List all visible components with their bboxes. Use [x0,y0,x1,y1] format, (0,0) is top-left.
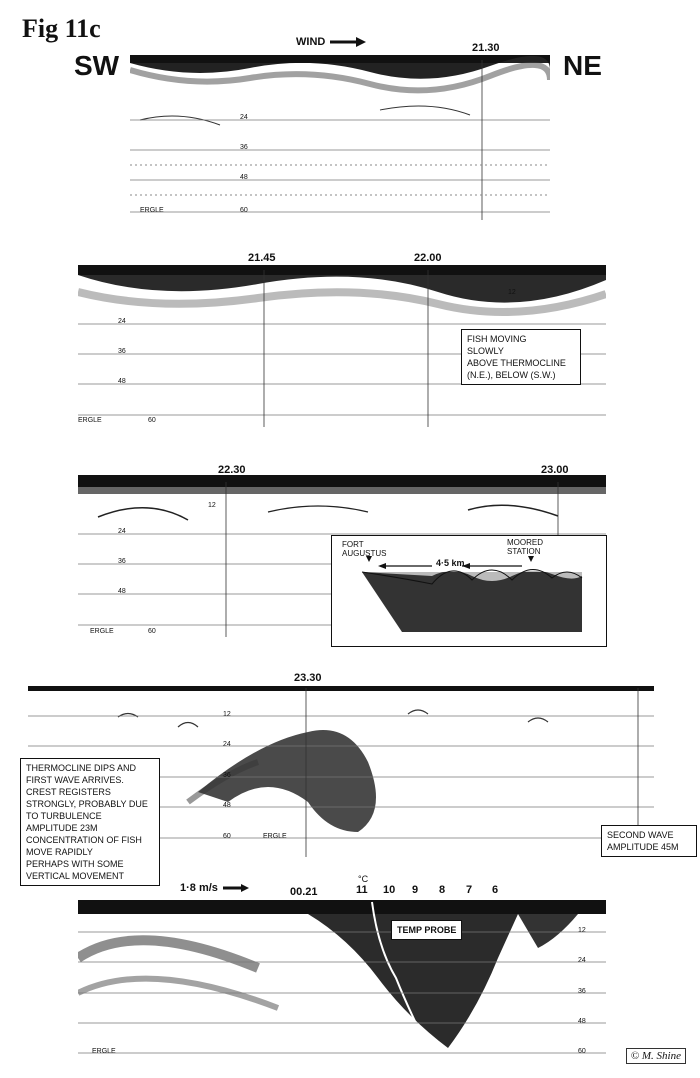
depth-label: 60 [223,833,231,840]
echogram-panel-5 [78,898,606,1058]
temp-value: 10 [383,884,396,896]
depth-label: 36 [118,348,126,355]
depth-label: 48 [240,174,248,181]
depth-label: 48 [578,1018,586,1025]
depth-label: 12 [208,502,216,509]
speed-arrow-icon [221,883,251,893]
time-label: 23.30 [294,672,322,684]
depth-label: 24 [240,114,248,121]
temp-value: 8 [439,884,446,896]
depth-label: 48 [223,802,231,809]
thermocline-note: THERMOCLINE DIPS AND FIRST WAVE ARRIVES. CREST REGISTERS STRONGLY, PROBABLY DUE TO TURBULENCE AMPLITUDE 23M CONCENTRATION OF FISH MOVE RAPIDLY PERHAPS WITH SOME VERTICAL MOVEMENT [20,758,160,886]
scale-label: ERGLE [92,1048,116,1055]
depth-label: 12 [508,289,516,296]
depth-label: 48 [118,378,126,385]
time-label: 21.30 [472,42,500,54]
distance-label: 4·5 km [436,558,465,568]
internal-wave-inset [331,535,607,647]
note-line: FISH MOVING [467,334,527,344]
scale-label: ERGLE [78,417,102,424]
fish-moving-note [461,329,581,385]
note-line: (N.E.), BELOW (S.W.) [467,370,556,380]
depth-label: 24 [578,957,586,964]
depth-label: 60 [148,417,156,424]
temp-probe-label: TEMP PROBE [391,920,462,940]
temp-value: 6 [492,884,499,896]
moored-station-label: MOORED STATION [507,538,543,556]
temp-value: 11 [356,884,368,896]
direction-ne: NE [563,50,602,81]
time-label: 23.00 [541,464,569,476]
temp-value: 9 [412,884,419,896]
note-line: ABOVE THERMOCLINE [467,358,566,368]
depth-label: 36 [578,988,586,995]
echogram-5-graphic [78,898,606,1058]
depth-label: 60 [240,207,248,214]
scale-label: ERGLE [90,628,114,635]
depth-label: 24 [223,741,231,748]
time-label: 22.30 [218,464,246,476]
figure-title: Fig 11c [22,14,101,43]
depth-label: 60 [578,1048,586,1055]
fort-augustus-label: FORT AUGUSTUS [342,540,387,558]
time-label: 00.21 [290,886,318,898]
depth-label: 36 [223,772,231,779]
time-label: 22.00 [414,252,442,264]
wind-arrow-icon [328,36,368,48]
depth-label: 36 [118,558,126,565]
depth-label: 36 [240,144,248,151]
depth-label: 12 [223,711,231,718]
wind-label: WIND [296,36,368,48]
time-label: 21.45 [248,252,276,264]
depth-label: 60 [148,628,156,635]
temp-value: 7 [466,884,473,896]
note-line: SLOWLY [467,346,504,356]
depth-label: 48 [118,588,126,595]
temperature-unit: °C [358,874,369,884]
echogram-panel-2 [78,252,606,427]
second-wave-note: SECOND WAVE AMPLITUDE 45M [601,825,697,857]
scale-label: ERGLE [140,207,164,214]
depth-label: 24 [118,528,126,535]
speed-label: 1·8 m/s [180,882,251,894]
depth-label: 12 [578,927,586,934]
echogram-1-graphic [130,50,550,220]
photo-credit: © M. Shine [626,1048,686,1064]
direction-sw: SW [74,50,120,81]
scale-label: ERGLE [263,833,287,840]
depth-label: 24 [118,318,126,325]
